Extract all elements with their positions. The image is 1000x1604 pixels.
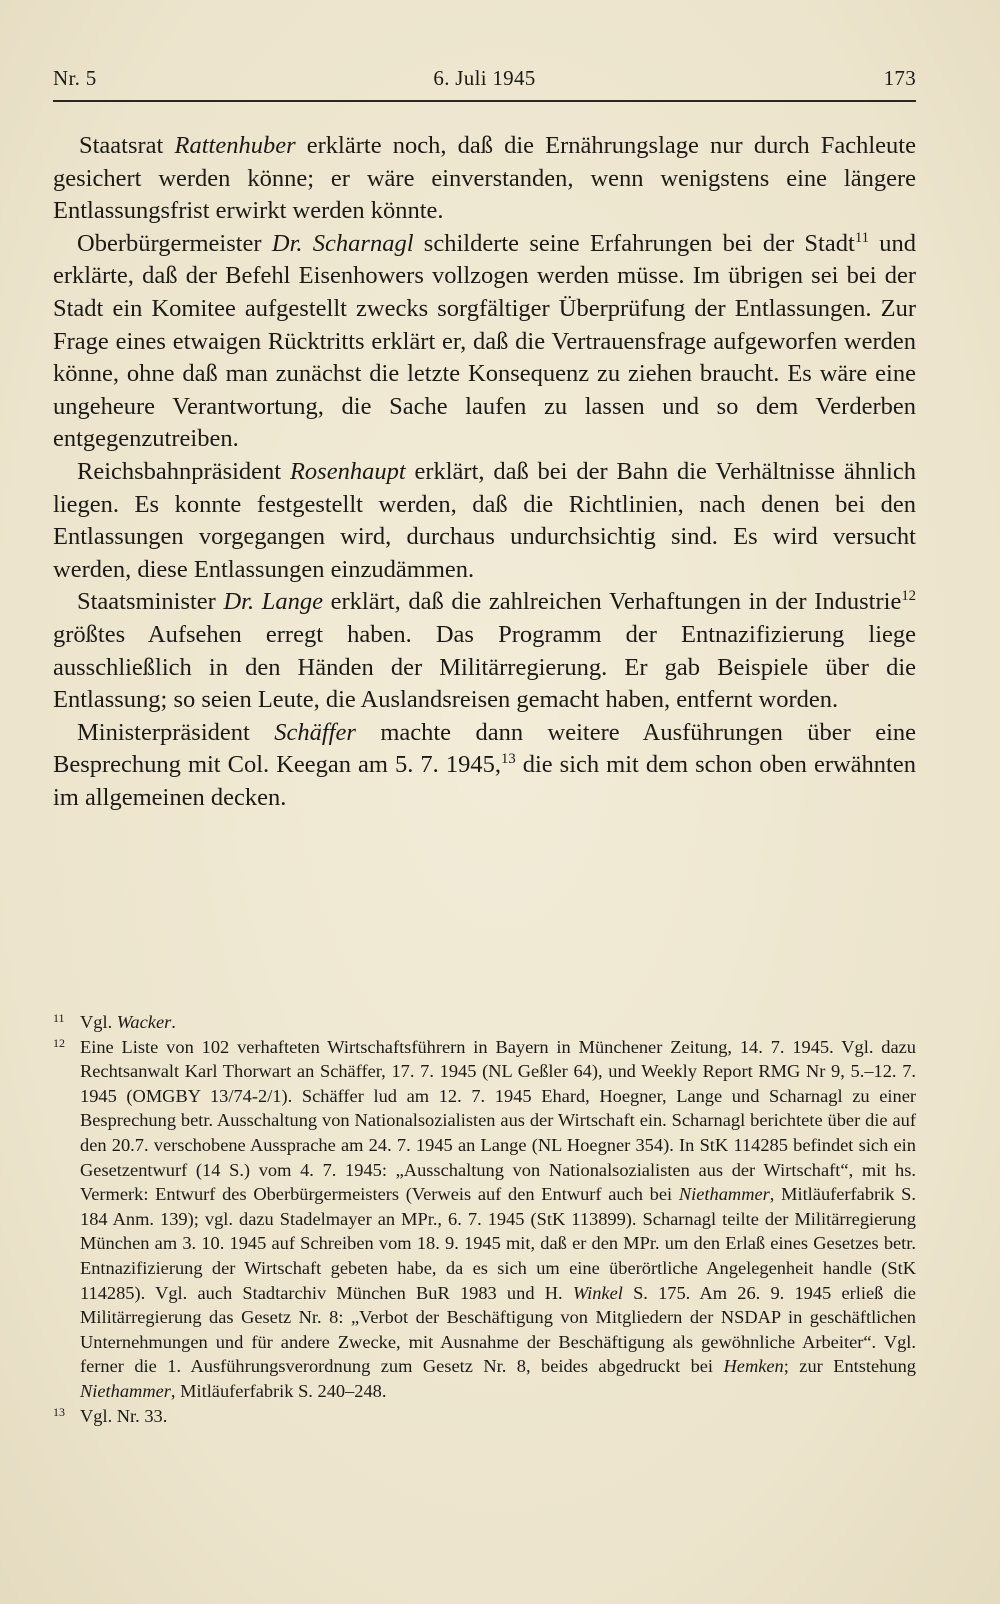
main-text (53, 130, 916, 814)
footnote-13: 13 Vgl. Nr. 33. (53, 1404, 916, 1429)
person-name: Dr. Scharnagl (271, 229, 414, 257)
person-name: Dr. Lange (223, 588, 323, 616)
footnote-number: 12 (53, 1035, 65, 1050)
paragraph-rosenhaupt: Reichsbahnpräsident Rosenhaupt erklärt, daß bei der Bahn die Verhältnisse ähnlich liegen. Es konnte festgestellt werden, daß die Richtlinien, nach denen bei den Entlassungen vorgegangen wird, durchaus undurchsichtig sind. Es wird versucht werden, diese Entlassungen einzudämmen. (53, 457, 916, 583)
footnote-ref-12[interactable]: 12 (901, 588, 917, 605)
header-date: 6. Juli 1945 (433, 66, 536, 90)
person-name: Rattenhuber (174, 132, 296, 159)
footnote-number: 11 (53, 1011, 65, 1025)
footnote-number: 13 (53, 1404, 65, 1419)
footnote-ref-11[interactable]: 11 (854, 229, 869, 246)
person-name: Rosenhaupt (289, 457, 406, 485)
page-number: 173 (883, 66, 916, 90)
footnote-11: 11 Vgl. Wacker. (53, 1010, 916, 1035)
footnotes (53, 1010, 916, 1428)
footnote-ref-13[interactable]: 13 (500, 751, 516, 768)
paragraph-scharnagl: Oberbürgermeister Dr. Scharnagl schilderte seine Erfahrungen bei der Stadt$^{11}$ und erklärte, daß der Befehl Eisenhowers vollzogen werden müsse. Im übrigen sei bei der Stadt ein Komitee aufgestellt zwecks sorgfältiger Überprüfung der Entlassungen. Zur Frage eines etwaigen Rücktritts erklärt er, daß die Vertrauensfrage aufgeworfen werden könne, ohne daß man zunächst die letzte Konsequenz zu ziehen braucht. Es wäre eine ungeheure Verantwortung, die Sache laufen zu lassen und so dem Verderben entgegenzutreiben. (53, 229, 916, 453)
paragraph-schaeffer: Ministerpräsident Schäffer machte dann weitere Ausführungen über eine Besprechung mit Col. Keegan am 5. 7. 1945,13 die sich mit dem schon oben erwähnten im allgemeinen decken. (53, 718, 917, 811)
paragraph-rattenhuber: Staatsrat Rattenhuber erklärte noch, daß die Ernährungslage nur durch Fachleute gesichert werden könne; er wäre einverstanden, wenn wenigstens eine längere Entlassungsfrist erwirkt werden könnte. (53, 132, 916, 225)
footnote-12: 12 Eine Liste von 102 verhafteten Wirtschaftsführern in Bayern in Münchener Zeitung, 14. 7. 1945. Vgl. dazu Rechtsanwalt Karl Thorwart an Schäffer, 17. 7. 1945 (NL Geßler 64), und Weekly Report RMG Nr 9, 5.–12. 7. 1945 (OMGBY 13/74-2/1). Schäffer lud am 12. 7. 1945 Ehard, Hoegner, Lange und Scharnagl zu einer Besprechung betr. Ausschaltung von Nationalsozialisten aus der Wirtschaft ein. Scharnagl berichtete über die auf den 20.7. verschobene Aussprache am 24. 7. 1945 an Lange (NL Hoegner 354). In StK 114285 befindet sich ein Gesetzentwurf (14 S.) vom 4. 7. 1945: „Ausschaltung von Nationalsozialisten aus der Wirtschaft“, mit hs. Vermerk: Entwurf des Oberbürgermeisters (Verweis auf den Entwurf auch bei Niethammer, Mitläuferfabrik S. 184 Anm. 139); vgl. dazu Stadelmayer an MPr., 6. 7. 1945 (StK 113899). Scharnagl teilte der Militärregierung München am 3. 10. 1945 auf Schreiben vom 18. 9. 1945 mit, daß er den MPr. um den Erlaß eines Gesetzes betr. Entnazifizierung der Wirtschaft gebeten habe, da es sich um eine überörtliche Angelegenheit handle (StK 114285). Vgl. auch Stadtarchiv München BuR 1983 und H. Winkel S. 175. Am 26. 9. 1945 erließ die Militärregierung das Gesetz Nr. 8: „Verbot der Beschäftigung von Mitgliedern der NSDAP in geschäftlichen Unternehmungen und für andere Zwecke, mit Ausnahme der Beschäftigung als gewöhnliche Arbeiter“. Vgl. ferner die 1. Ausführungsverordnung zum Gesetz Nr. 8, beides abgedruckt bei Hemken; zur Entstehung Niethammer, Mitläuferfabrik S. 240–248. (53, 1035, 916, 1404)
person-name: Schäffer (274, 718, 356, 746)
issue-number: Nr. 5 (53, 66, 97, 90)
running-header (53, 62, 916, 102)
paragraph-lange: Staatsminister Dr. Lange erklärt, daß die zahlreichen Verhaftungen in der Industrie$^{12}$ größtes Aufsehen erregt haben. Das Programm der Entnazifizierung liege ausschließlich in den Händen der Militärregierung. Er gab Beispiele über die Entlassung; so seien Leute, die Auslandsreisen gemacht haben, entfernt worden. (53, 588, 917, 714)
